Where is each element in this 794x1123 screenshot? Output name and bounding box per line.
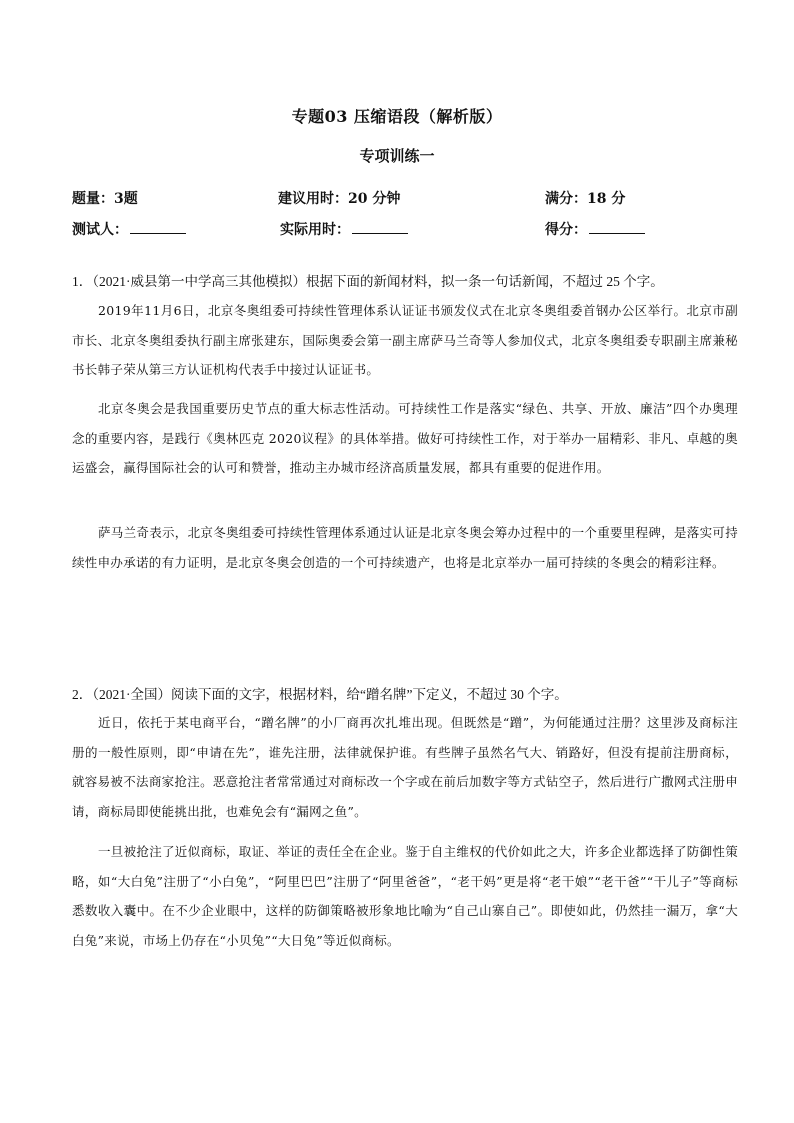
tester-blank bbox=[130, 221, 186, 234]
tester-field: 测试人： bbox=[72, 219, 186, 239]
question-1-paragraph-2: 北京冬奥会是我国重要历史节点的重大标志性活动。可持续性工作是落实“绿色、共享、开放、廉洁”四个办奥理念的重要内容，是践行《奥林匹克 2020议程》的具体举措。做好可持续性工作，对于举办一届精彩、非凡、卓越的奥运盛会，赢得国际社会的认可和赞誉，推动主办城市经济高质量发展，都具有重要的促进作用。 bbox=[72, 401, 738, 475]
actual-time-blank bbox=[352, 221, 408, 234]
actual-time-field: 实际用时： bbox=[280, 219, 408, 239]
question-2-paragraph-1: 近日，依托于某电商平台，“蹭名牌”的小厂商再次扎堆出现。但既然是“蹭”，为何能通过注册？这里涉及商标注册的一般性原则，即“申请在先”，谁先注册，法律就保护谁。有些牌子虽然名气大、销路好，但没有提前注册商标，就容易被不法商家抢注。恶意抢注者常常通过对商标改一个字或在前后加数字等方式钻空子，然后进行广撒网式注册申请，商标局即使能挑出批，也难免会有“漏网之鱼”。 bbox=[72, 715, 738, 819]
question-2-prompt: 2．（2021·全国）阅读下面的文字，根据材料，给“蹭名牌”下定义，不超过 30 个字。 bbox=[72, 687, 568, 702]
page-title: 专题03 压缩语段（解析版） bbox=[291, 107, 503, 126]
suggested-time: 建议用时：20 分钟 bbox=[278, 191, 401, 207]
question-1-prompt: 1．（2021·威县第一中学高三其他模拟）根据下面的新闻材料，拟一条一句话新闻，不超过 25 个字。 bbox=[72, 274, 664, 289]
page-subtitle: 专项训练一 bbox=[359, 147, 435, 165]
question-2-paragraph-2: 一旦被抢注了近似商标，取证、举证的责任全在企业。鉴于自主维权的代价如此之大，许多企业都选择了防御性策略，如“大白兔”注册了“小白兔”，“阿里巴巴”注册了“阿里爸爸”，“老干妈”更是将“老干娘”“老干爸”“干儿子”等商标悉数收入囊中。在不少企业眼中，这样的防御策略被形象地比喻为“自己山寨自己”。即使如此，仍然挂一漏万，拿“大白兔”来说，市场上仍存在“小贝兔”“大日兔”等近似商标。 bbox=[72, 844, 739, 948]
question-count: 题量：3题 bbox=[72, 191, 138, 207]
question-1-paragraph-3: 萨马兰奇表示，北京冬奥组委可持续性管理体系通过认证是北京冬奥会筹办过程中的一个重要里程碑，是落实可持续性申办承诺的有力证明，是北京冬奥会创造的一个可持续遗产，也将是北京举办一届可持续的冬奥会的精彩注释。 bbox=[72, 525, 739, 570]
score-field: 得分： bbox=[545, 219, 645, 239]
score-blank bbox=[589, 221, 645, 234]
full-score: 满分：18 分 bbox=[545, 191, 626, 207]
question-1-paragraph-1: 2019年11月6日，北京冬奥组委可持续性管理体系认证证书颁发仪式在北京冬奥组委首钢办公区举行。北京市副市长、北京冬奥组委执行副主席张建东，国际奥委会第一副主席萨马兰奇等人参加仪式，北京冬奥组委专职副主席兼秘书长韩子荣从第三方认证机构代表手中接过认证证书。 bbox=[72, 303, 738, 377]
